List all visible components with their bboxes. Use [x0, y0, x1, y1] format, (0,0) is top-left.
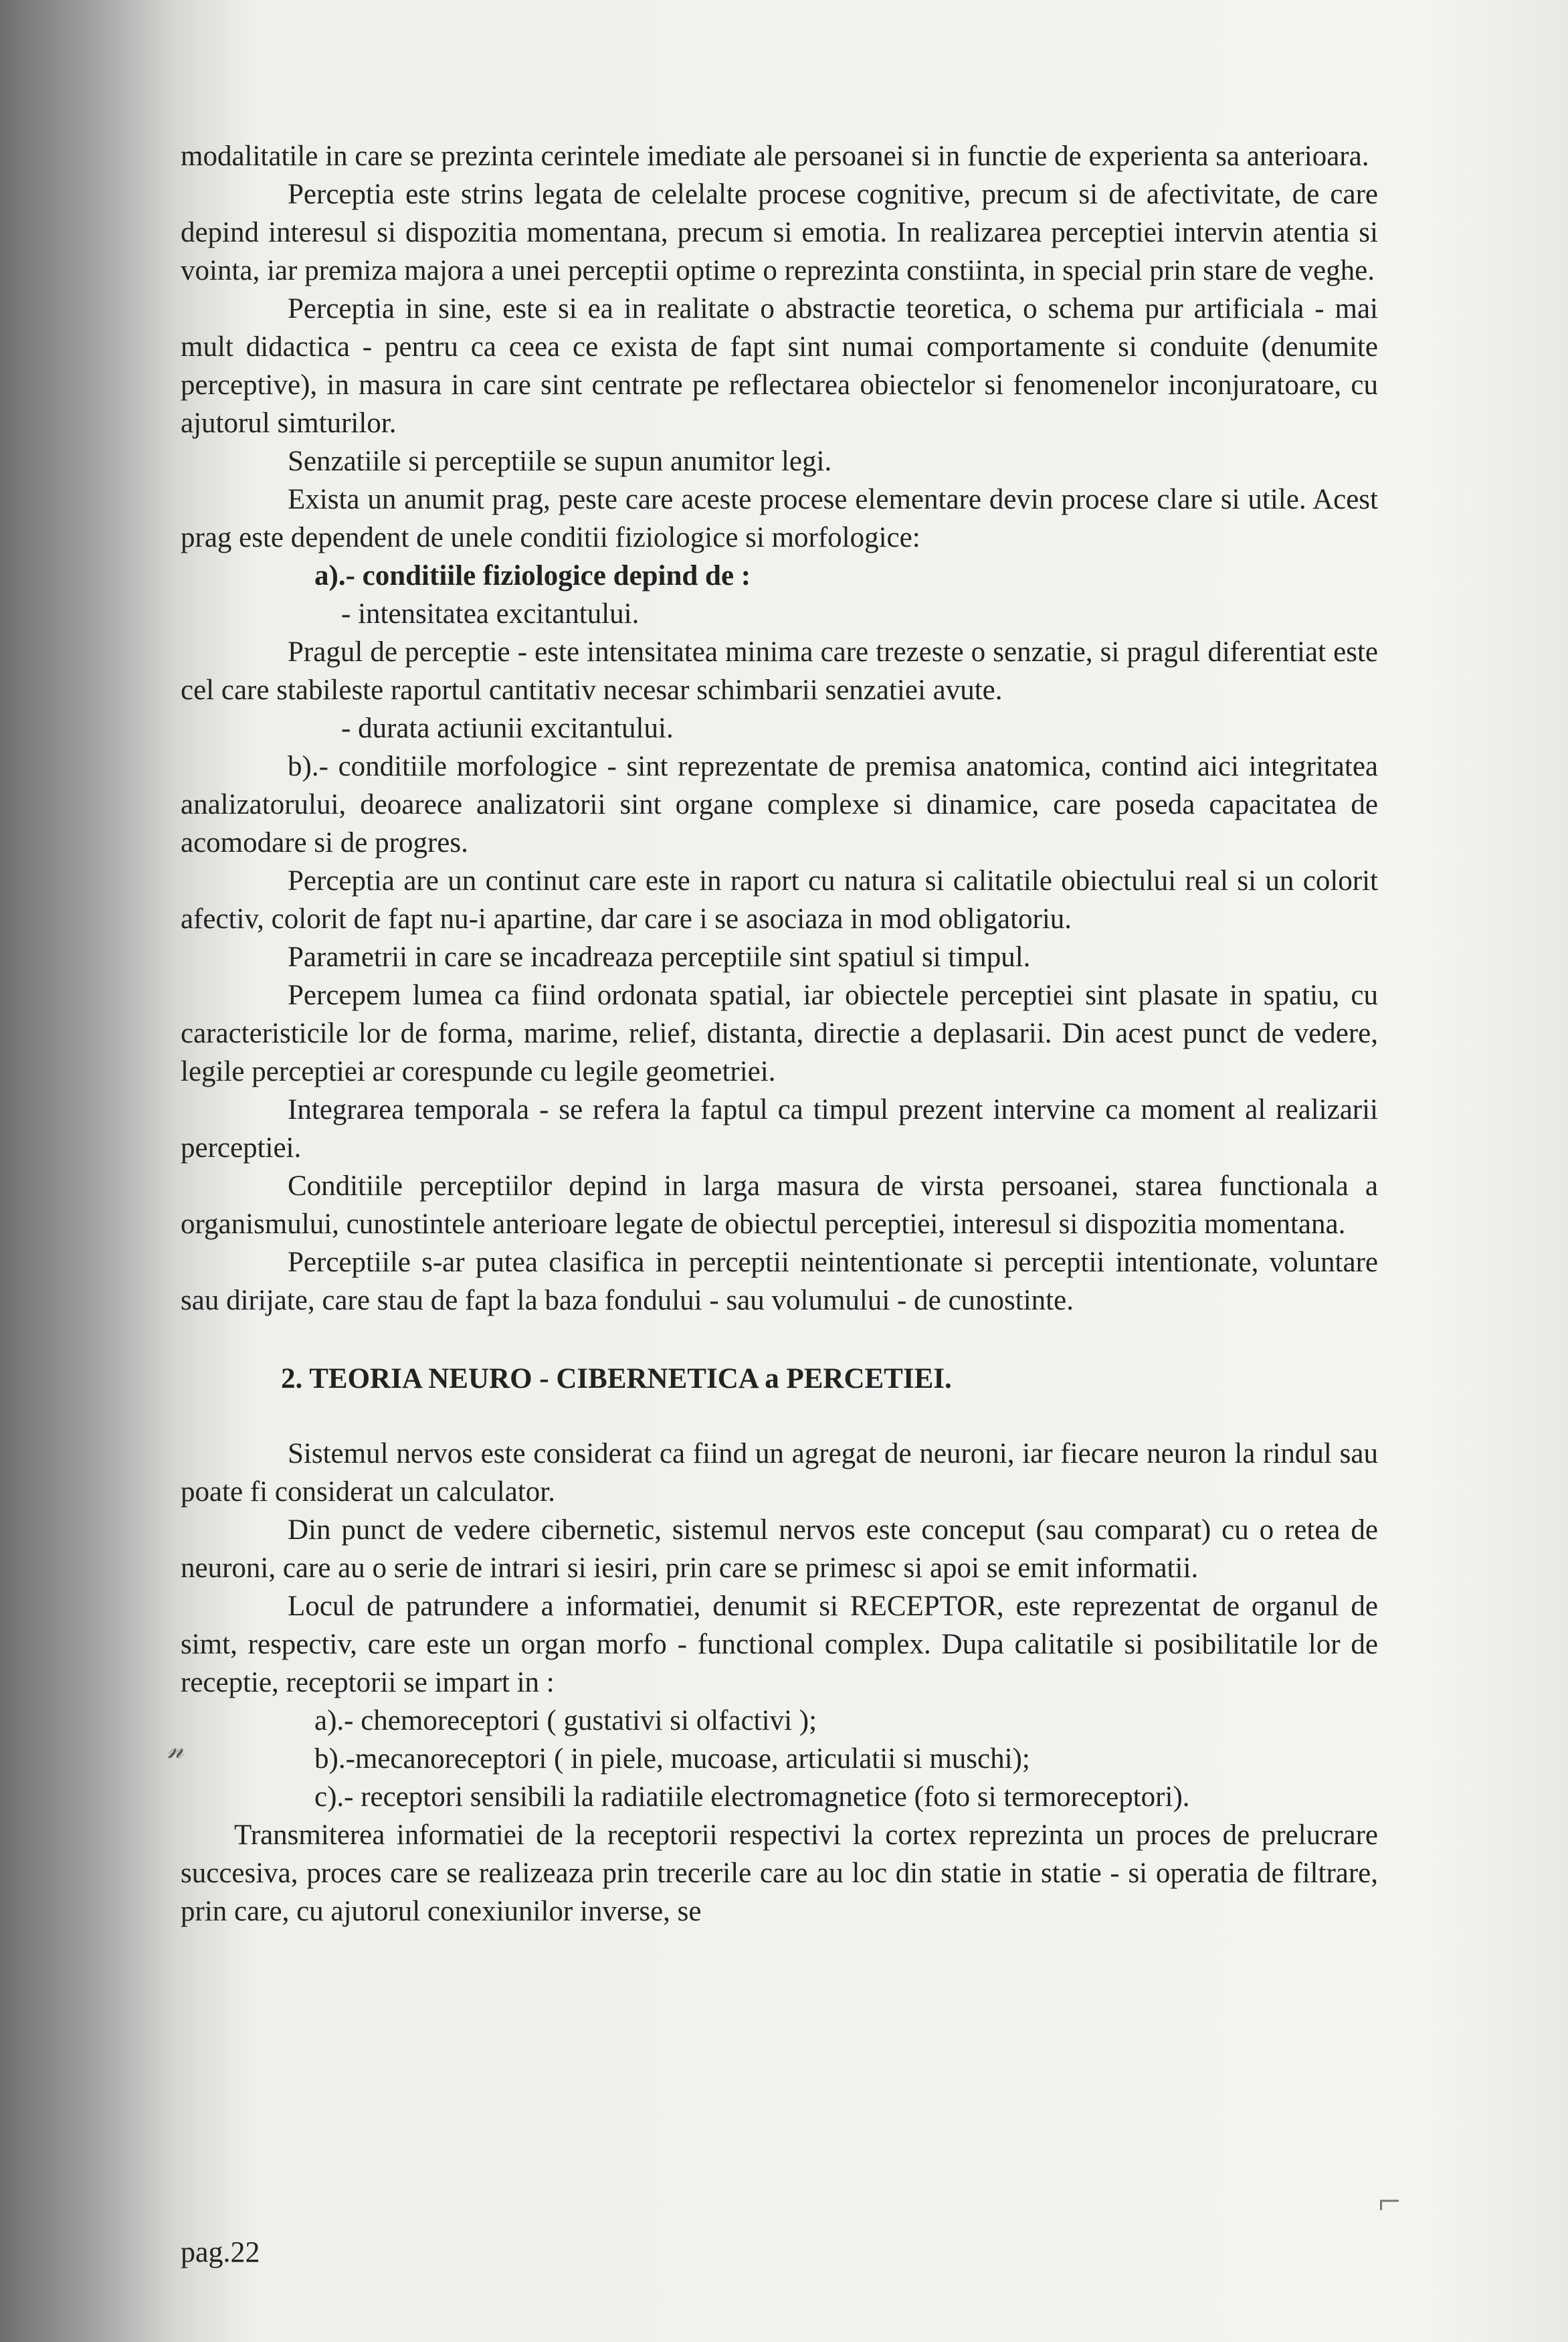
- list-item: a).- chemoreceptori ( gustativi si olfactivi );: [314, 1705, 817, 1736]
- paragraph: b).- conditiile morfologice - sint reprezentate de premisa anatomica, contind aici integritatea analizatorului, deoarece analizatorii sint organe complexe si dinamice, care poseda capacitatea de acomodare si de progres.: [181, 751, 1378, 859]
- list-item: b).-mecanoreceptori ( in piele, mucoase, articulatii si muschi);: [314, 1743, 1030, 1775]
- bleed-through-shadow: [1428, 0, 1568, 2342]
- paragraph: Parametrii in care se incadreaza perceptiile sint spatiul si timpul.: [288, 941, 1031, 973]
- paragraph: Transmiterea informatiei de la receptorii respectivi la cortex reprezinta un proces de prelucrare succesiva, proces care se realizeaza prin trecerile care au loc din statie in statie - si operatia de filtrare, prin care, cu ajutorul conexiunilor inverse, se: [181, 1819, 1378, 1927]
- page-body: [181, 137, 1378, 1930]
- paragraph: Pragul de perceptie - este intensitatea minima care trezeste o senzatie, si pragul diferentiat este cel care stabileste raportul cantitativ necesar schimbarii senzatiei avute.: [181, 636, 1378, 706]
- handwritten-margin-note: 𝓃: [167, 1734, 184, 1764]
- paragraph: Sistemul nervos este considerat ca fiind un agregat de neuroni, iar fiecare neuron la rindul sau poate fi considerat un calculator.: [181, 1438, 1378, 1508]
- paragraph: Senzatiile si perceptiile se supun anumitor legi.: [288, 446, 832, 477]
- paragraph: modalitatile in care se prezinta cerintele imediate ale persoanei si in functie de experienta sa anterioara.: [181, 141, 1369, 172]
- paragraph: Percepem lumea ca fiind ordonata spatial, iar obiectele perceptiei sint plasate in spatiu, cu caracteristicile lor de forma, marime, relief, distanta, directie a deplasarii. Din acest punct de vedere, legile perceptiei ar corespunde cu legile geometriei.: [181, 980, 1378, 1087]
- paragraph: Conditiile perceptiilor depind in larga masura de virsta persoanei, starea functionala a organismului, cunostintele anterioare legate de obiectul perceptiei, interesul si dispozitia momentana.: [181, 1170, 1378, 1240]
- list-item: a).- conditiile fiziologice depind de :: [314, 560, 751, 592]
- list-item: c).- receptori sensibili la radiatiile electromagnetice (foto si termoreceptori).: [314, 1781, 1190, 1813]
- paragraph: Perceptia are un continut care este in raport cu natura si calitatile obiectului real si un colorit afectiv, colorit de fapt nu-i apartine, dar care i se asociaza in mod obligatoriu.: [181, 865, 1378, 935]
- section-heading: 2. TEORIA NEURO - CIBERNETICA a PERCETIEI.: [281, 1363, 952, 1394]
- paragraph: Perceptia este strins legata de celelalte procese cognitive, precum si de afectivitate, de care depind interesul si dispozitia momentana, precum si emotia. In realizarea perceptiei intervin atentia si vointa, iar premiza majora a unei perceptii optime o reprezinta constiinta, in special prin stare de veghe.: [181, 179, 1378, 286]
- list-item: - durata actiunii excitantului.: [341, 713, 674, 744]
- page-number: pag.22: [181, 2236, 260, 2268]
- list-item: - intensitatea excitantului.: [341, 598, 640, 630]
- paragraph: Din punct de vedere cibernetic, sistemul nervos este conceput (sau comparat) cu o retea de neuroni, care au o serie de intrari si iesiri, prin care se primesc si apoi se emit informatii.: [181, 1514, 1378, 1584]
- paragraph: Exista un anumit prag, peste care aceste procese elementare devin procese clare si utile. Acest prag este dependent de unele conditii fiziologice si morfologice:: [181, 484, 1378, 553]
- paragraph: Locul de patrundere a informatiei, denumit si RECEPTOR, este reprezentat de organul de simt, respectiv, care este un organ morfo - functional complex. Dupa calitatile si posibilitatile lor de receptie, receptorii se impart in :: [181, 1591, 1378, 1698]
- paragraph: Perceptiile s-ar putea clasifica in perceptii neintentionate si perceptii intentionate, voluntare sau dirijate, care stau de fapt la baza fondului - sau volumului - de cunostinte.: [181, 1247, 1378, 1316]
- paragraph: Integrarea temporala - se refera la faptul ca timpul prezent intervine ca moment al realizarii perceptiei.: [181, 1094, 1378, 1164]
- paragraph: Perceptia in sine, este si ea in realitate o abstractie teoretica, o schema pur artificiala - mai mult didactica - pentru ca ceea ce exista de fapt sint numai comportamente si conduite (denumite perceptive), in masura in care sint centrate pe reflectarea obiectelor si fenomenelor inconjuratoare, cu ajutorul simturilor.: [181, 293, 1378, 439]
- pen-mark: ⌐: [1378, 2179, 1401, 2223]
